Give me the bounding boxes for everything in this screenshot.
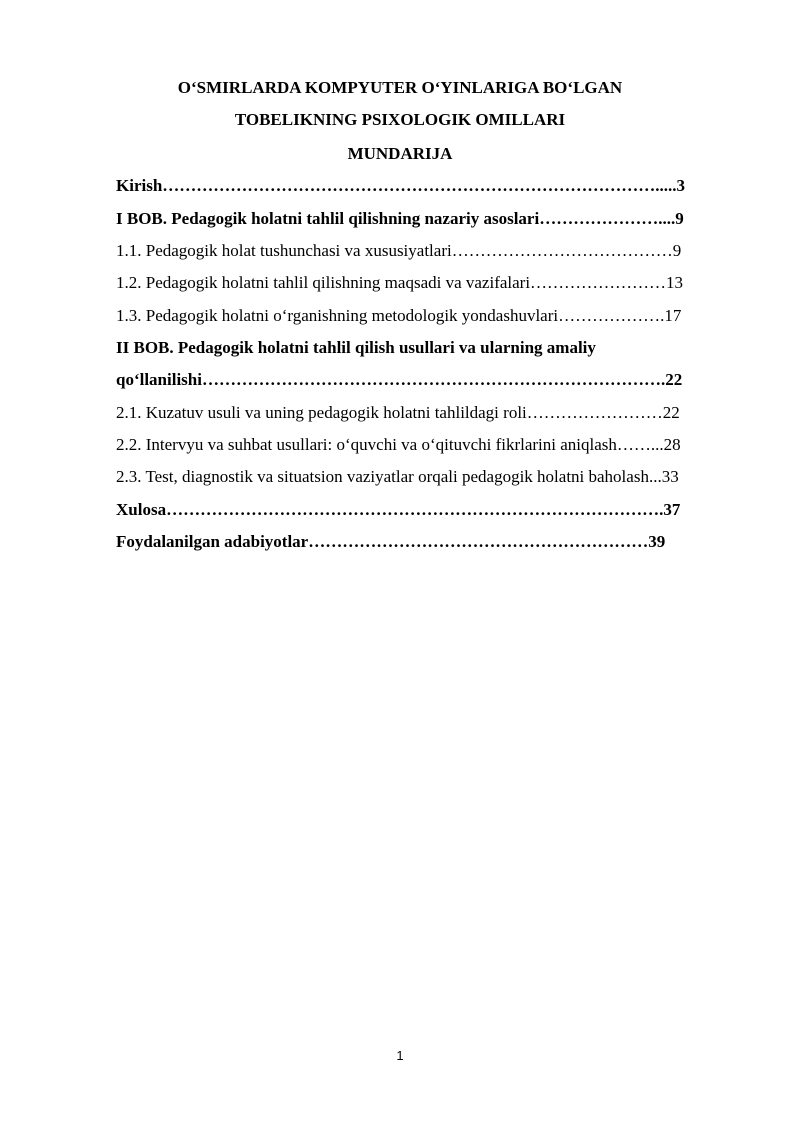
- toc-entry-introduction: Kirish…………………………………………………………………………….....3: [116, 176, 686, 195]
- toc-entry-section-2-2: 2.2. Intervyu va suhbat usullari: o‘quvchi va o‘qituvchi fikrlarini aniqlash……...28: [116, 435, 681, 454]
- toc-entry-section-2-1: 2.1. Kuzatuv usuli va uning pedagogik holatni tahlildagi roli……………………22: [116, 403, 680, 422]
- toc-entry-chapter-2-continued: qo‘llanilishi……………………………………………………………………….22: [116, 370, 683, 389]
- toc-entry-section-1-2: 1.2. Pedagogik holatni tahlil qilishning maqsadi va vazifalari……………………13: [116, 273, 684, 292]
- contents-heading: MUNDARIJA: [347, 144, 453, 163]
- toc-entry-chapter-2: II BOB. Pedagogik holatni tahlil qilish usullari va ularning amaliy: [116, 338, 596, 357]
- toc-entry-conclusion: Xulosa…………………………………………………………………………….37: [116, 500, 681, 519]
- toc-entry-section-1-3: 1.3. Pedagogik holatni o‘rganishning metodologik yondashuvlari……………….17: [116, 306, 682, 325]
- document-title-line-2: TOBELIKNING PSIXOLOGIK OMILLARI: [234, 110, 566, 129]
- toc-entry-section-2-3: 2.3. Test, diagnostik va situatsion vaziyatlar orqali pedagogik holatni baholash...33: [116, 467, 679, 486]
- toc-entry-chapter-1: I BOB. Pedagogik holatni tahlil qilishning nazariy asoslari…………………....9: [116, 209, 684, 228]
- toc-entry-section-1-1: 1.1. Pedagogik holat tushunchasi va xususiyatlari…………………………………9: [116, 241, 682, 260]
- page-number: 1: [396, 1048, 404, 1063]
- document-title-line-1: O‘SMIRLARDA KOMPYUTER O‘YINLARIGA BO‘LGAN: [177, 78, 623, 97]
- toc-entry-references: Foydalanilgan adabiyotlar……………………………………………………39: [116, 532, 666, 551]
